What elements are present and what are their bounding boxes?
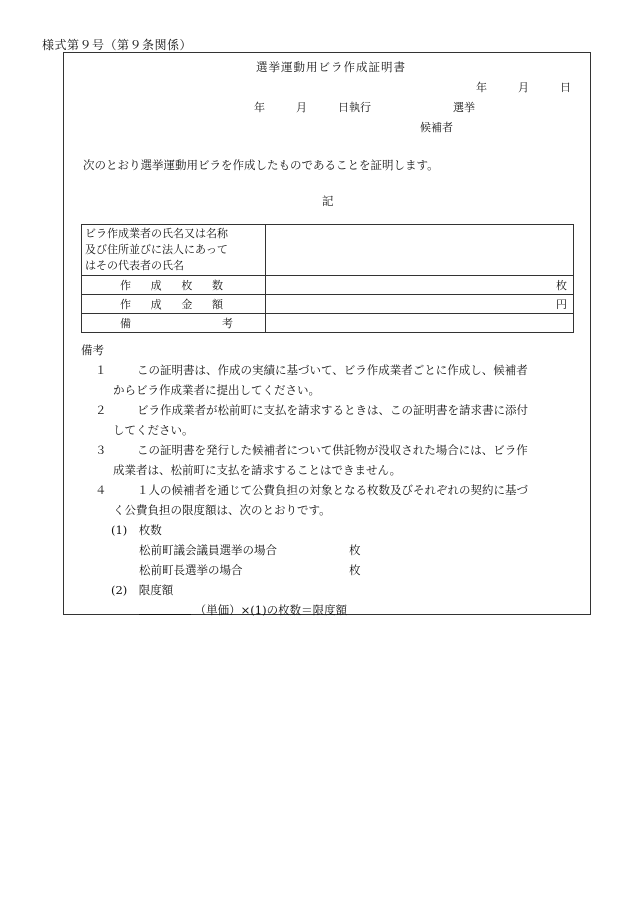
note-item: ２ ビラ作成業者が松前町に支払を請求するときは、この証明書を請求書に添付 してください。 (95, 403, 528, 437)
remarks-value[interactable] (266, 314, 574, 333)
vendor-label-line: ビラ作成業者の氏名又は名称 (85, 227, 228, 240)
details-table (81, 224, 574, 333)
count-label: 作 成 枚 数 (82, 276, 266, 295)
vendor-row (82, 225, 574, 276)
count-row (82, 276, 574, 295)
count-value[interactable] (266, 276, 574, 295)
note-item: ４ １人の候補者を通じて公費負担の対象となる枚数及びそれぞれの契約に基づ く公費負担の限度額は、次のとおりです。 (95, 483, 528, 517)
notes-heading: 備考 (81, 343, 104, 357)
note-item: １ この証明書は、作成の実績に基づいて、ビラ作成業者ごとに作成し、候補者 からビラ作成業者に提出してください。 (95, 363, 528, 397)
vendor-label-line: 及び住所並びに法人にあって (85, 243, 228, 256)
candidate-label: 候補者 (420, 121, 453, 134)
remarks-row (82, 314, 574, 333)
count-item-mayor: 松前町長選挙の場合 枚 (139, 563, 361, 577)
count-item-council: 松前町議会議員選挙の場合 枚 (139, 543, 361, 557)
vendor-label (82, 225, 266, 276)
amount-unit: 円 (556, 298, 567, 311)
remarks-label: 備 考 (82, 314, 266, 333)
formula-text: （単価）×(1)の枚数＝限度額 (194, 603, 348, 617)
date-year: 年 (476, 81, 487, 94)
amount-label: 作 成 金 額 (82, 295, 266, 314)
issue-date-line (476, 79, 571, 95)
certification-statement: 次のとおり選挙運動用ビラを作成したものであることを証明します。 (83, 158, 439, 172)
ki-mark: 記 (322, 194, 334, 208)
unit-price-blank[interactable] (139, 602, 191, 615)
exec-day: 日執行 (338, 101, 371, 114)
election-execution-line (254, 99, 475, 115)
date-month: 月 (518, 81, 529, 94)
amount-row (82, 295, 574, 314)
exec-year: 年 (254, 101, 265, 114)
note-item: ３ この証明書を発行した候補者について供託物が没収された場合には、ビラ作 成業者は、松前町に支払を請求することはできません。 (95, 443, 528, 477)
notes-section (81, 340, 581, 620)
sub-heading-limit: (2) 限度額 (111, 583, 174, 597)
vendor-value[interactable] (266, 225, 574, 276)
limit-formula (81, 600, 581, 620)
form-number: 様式第９号（第９条関係） (42, 38, 193, 52)
amount-value[interactable] (266, 295, 574, 314)
date-day: 日 (560, 81, 571, 94)
document-title: 選挙運動用ビラ作成証明書 (256, 60, 406, 74)
exec-month: 月 (296, 101, 307, 114)
certificate-frame (63, 52, 591, 615)
election-label: 選挙 (453, 101, 475, 114)
vendor-label-line: はその代表者の氏名 (85, 259, 184, 272)
sub-heading-count: (1) 枚数 (111, 523, 162, 537)
count-unit: 枚 (556, 279, 567, 292)
